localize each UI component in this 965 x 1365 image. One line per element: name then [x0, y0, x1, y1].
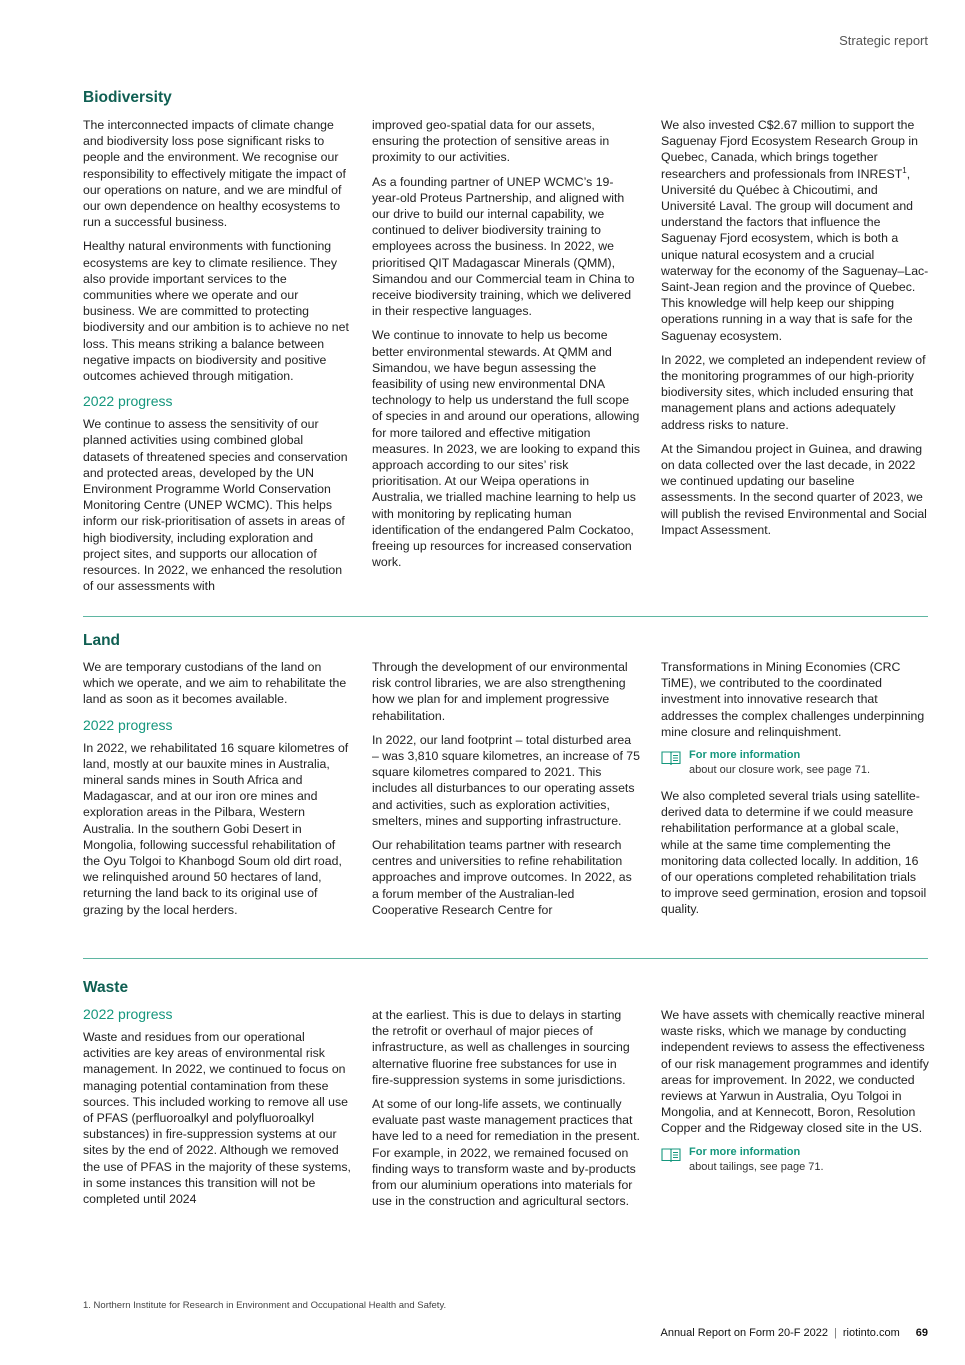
progress-subheading: 2022 progress [83, 1006, 173, 1022]
waste-column-1 [83, 1005, 351, 1215]
more-info-description: about tailings, see page 71. [689, 1160, 824, 1173]
paragraph: In 2022, our land footprint – total disturbed area – was 3,810 square kilometres, an increase of 75 square kilometres compared to 2021. This includes all disturbances to our operating assets and activities, such as exploration activities, smelters, mines and supporting infrastructure. [372, 732, 640, 828]
biodiversity-column-2 [372, 117, 640, 578]
paragraph: At the Simandou project in Guinea, and drawing on data collected over the last decade, in 2022 we continued updating our baseline assessments. In the second quarter of 2023, we will publish the revised Environmental and Social Impact Assessment. [661, 441, 927, 537]
paragraph: We continue to assess the sensitivity of our planned activities using combined global datasets of threatened species and conservation and protected areas, developed by the UN Environment Programme World Conservation Monitoring Centre (UNEP WCMC). This helps inform our risk-prioritisation of assets in areas of high biodiversity, including exploration and project sites, and supports our allocation of resources. In 2022, we enhanced the resolution of our assessments with [83, 417, 348, 594]
paragraph: In 2022, we completed an independent review of the monitoring programmes of our high-priority biodiversity sites, which included ensuring that management plans and actions adequately address risks to nature. [661, 352, 926, 432]
paragraph: We also completed several trials using satellite-derived data to determine if we could measure rehabilitation performance at a global scale, while at the same time complementing the monitoring data collected locally. In addition, 16 of our operations completed rehabilitation trials to improve seed germination, erosion and topsoil quality. [661, 789, 927, 917]
paragraph: We continue to innovate to help us become better environmental stewards. At QMM and Simandou, we have begun assessing the feasibility of using new environmental DNA technology to help us understand the full scope of species in and around our operations, allowing for more tailored and effective mitigation measures. In 2023, we are looking to expand this approach according to our sites’ risk prioritisation. At our Weipa operations in Australia, we trialled machine learning to help us with monitoring by replicating human identification of the endangered Palm Cockatoo, freeing up resources for increased conservation work. [372, 328, 640, 570]
paragraph-text: We also invested C$2.67 million to support the Saguenay Fjord Ecosystem Research Group in Quebec, Canada, which brings together researchers and professionals from INREST [661, 118, 918, 181]
biodiversity-column-1 [83, 117, 351, 602]
footnote-marker: 1 [902, 165, 907, 175]
paragraph: As a founding partner of UNEP WCMC’s 19-year-old Proteus Partnership, and aligned with our drive to build our internal capability, we continued to deliver biodiversity training to employees across the business. In 2022, we prioritised QIT Madagascar Minerals (QMM), Simandou and our Commercial team in China to receive biodiversity training, which we delivered in their respective languages. [372, 174, 635, 319]
paragraph: at the earliest. This is due to delays in starting the retrofit or overhaul of major pieces of infrastructure, as well as challenges in sourcing alternative fluorine free substances for use in fire-suppression systems in some jurisdictions. [372, 1008, 630, 1087]
biodiversity-column-3 [661, 117, 929, 546]
more-info-link[interactable] [661, 748, 929, 778]
footer-separator: | [834, 1327, 837, 1339]
waste-column-3 [661, 1007, 929, 1185]
biodiversity-title: Biodiversity [83, 89, 172, 106]
page-footer [660, 1327, 928, 1339]
paragraph: The interconnected impacts of climate change and biodiversity loss pose significant risks to people and the environment. We recognise our responsibility to effectively mitigate the impact of our operations on nature, and we are mindful of our own dependence on healthy ecosystems to run a successful business. [83, 118, 346, 230]
more-info-description: about our closure work, see page 71. [689, 764, 871, 777]
paragraph: Transformations in Mining Economies (CRC TiME), we contributed to the coordinated investment into innovative research that addresses the complex challenges underpinning mine closure and relinquishment. [661, 660, 925, 739]
more-info-text [689, 1145, 824, 1175]
paragraph: In 2022, we rehabilitated 16 square kilometres of land, mostly at our bauxite mines in Australia, mineral sands mines in South Africa and Madagascar, and at our iron ore mines and exploration areas in the Pilbara, Western Australia. In the southern Gobi Desert in Mongolia, following successful rehabilitation of the Oyu Tolgoi to Khanbogd Soum old dirt road, we relinquished around 50 hectares of land, returning the land back to its original use of grazing by the local herders. [83, 740, 349, 917]
land-column-1 [83, 659, 351, 926]
paragraph [661, 117, 929, 344]
land-column-3 [661, 659, 929, 926]
paragraph: Waste and residues from our operational activities are key areas of environmental risk management. In 2022, we continued to focus on managing potential contamination from these sources. This included working to remove all use of PFAS (perfluoroalkyl and polyfluoroalkyl substances) in fire-suppression systems at our sites by the end of 2022. Although we removed the use of PFAS in the majority of these systems, in some instances this transition will not be completed until 2024 [83, 1030, 351, 1207]
progress-subheading: 2022 progress [83, 716, 173, 733]
waste-title: Waste [83, 979, 129, 996]
waste-section [83, 979, 928, 1239]
paragraph: Healthy natural environments with functioning ecosystems are key to climate resilience. They also provide important services to the communities where we operate and our business. We are committed to protecting biodiversity and our ambition is to achieve no net loss. This means striking a balance between negative impacts on biodiversity and positive outcomes achieved through mitigation. [83, 239, 349, 384]
paragraph: Through the development of our environmental risk control libraries, we are also strengthening how we plan for and implement progressive rehabilitation. [372, 660, 628, 723]
book-icon [661, 750, 681, 765]
paragraph: Our rehabilitation teams partner with research centres and universities to refine rehabilitation approaches and improve outcomes. In 2022, as a forum member of the Australian-led Cooperative Research Centre for [372, 838, 632, 917]
land-title: Land [83, 632, 121, 649]
website-link[interactable]: riotinto.com [842, 1327, 900, 1339]
progress-subheading: 2022 progress [83, 393, 173, 410]
paragraph: At some of our long-life assets, we continually evaluate past waste management practices that have led to a need for remediation in the present. For example, in 2022, we remained focused on finding ways to transform waste and by-products from our aluminium operations into materials for use in the construction and agricultural sectors. [372, 1097, 640, 1209]
section-header-label: Strategic report [839, 33, 928, 48]
more-info-text [689, 748, 870, 778]
section-divider [83, 616, 928, 617]
page-number: 69 [915, 1327, 928, 1339]
waste-column-2 [372, 1007, 640, 1217]
section-divider [83, 958, 928, 959]
paragraph: We have assets with chemically reactive mineral waste risks, which we manage by conducting independent reviews to assess the effectiveness of our risk management programmes and identify areas for improvement. In 2022, we conducted reviews at Yarwun in Australia, Oyu Tolgoi in Mongolia, and at Kennecott, Boron, Resolution Copper and the Ridgeway closed site in the US. [661, 1008, 929, 1136]
footnote: 1. Northern Institute for Research in Environment and Occupational Health and Safety. [83, 1300, 447, 1311]
book-icon [661, 1147, 681, 1162]
paragraph-text: , Université du Québec à Chicoutimi, and Université Laval. The group will document and understand the factors that influence the Saguenay Fjord ecosystem, which is both a unique natural ecosystem and a crucial waterway for the economy of the Saguenay–Lac-Saint-Jean region and the province of Quebec. This knowledge will help keep our shipping operations running in a way that is safe for the Saguenay ecosystem. [661, 166, 929, 343]
biodiversity-section [83, 89, 928, 599]
more-info-link[interactable] [661, 1145, 929, 1175]
more-info-heading: For more information [689, 1145, 801, 1158]
report-title: Annual Report on Form 20-F 2022 [660, 1327, 829, 1339]
paragraph: We are temporary custodians of the land on which we operate, and we aim to rehabilitate the land as soon as it becomes available. [83, 660, 347, 707]
more-info-heading: For more information [689, 749, 801, 762]
land-column-2 [372, 659, 640, 926]
paragraph: improved geo-spatial data for our assets, ensuring the protection of sensitive areas in proximity to our activities. [372, 118, 610, 165]
land-section [83, 632, 928, 942]
